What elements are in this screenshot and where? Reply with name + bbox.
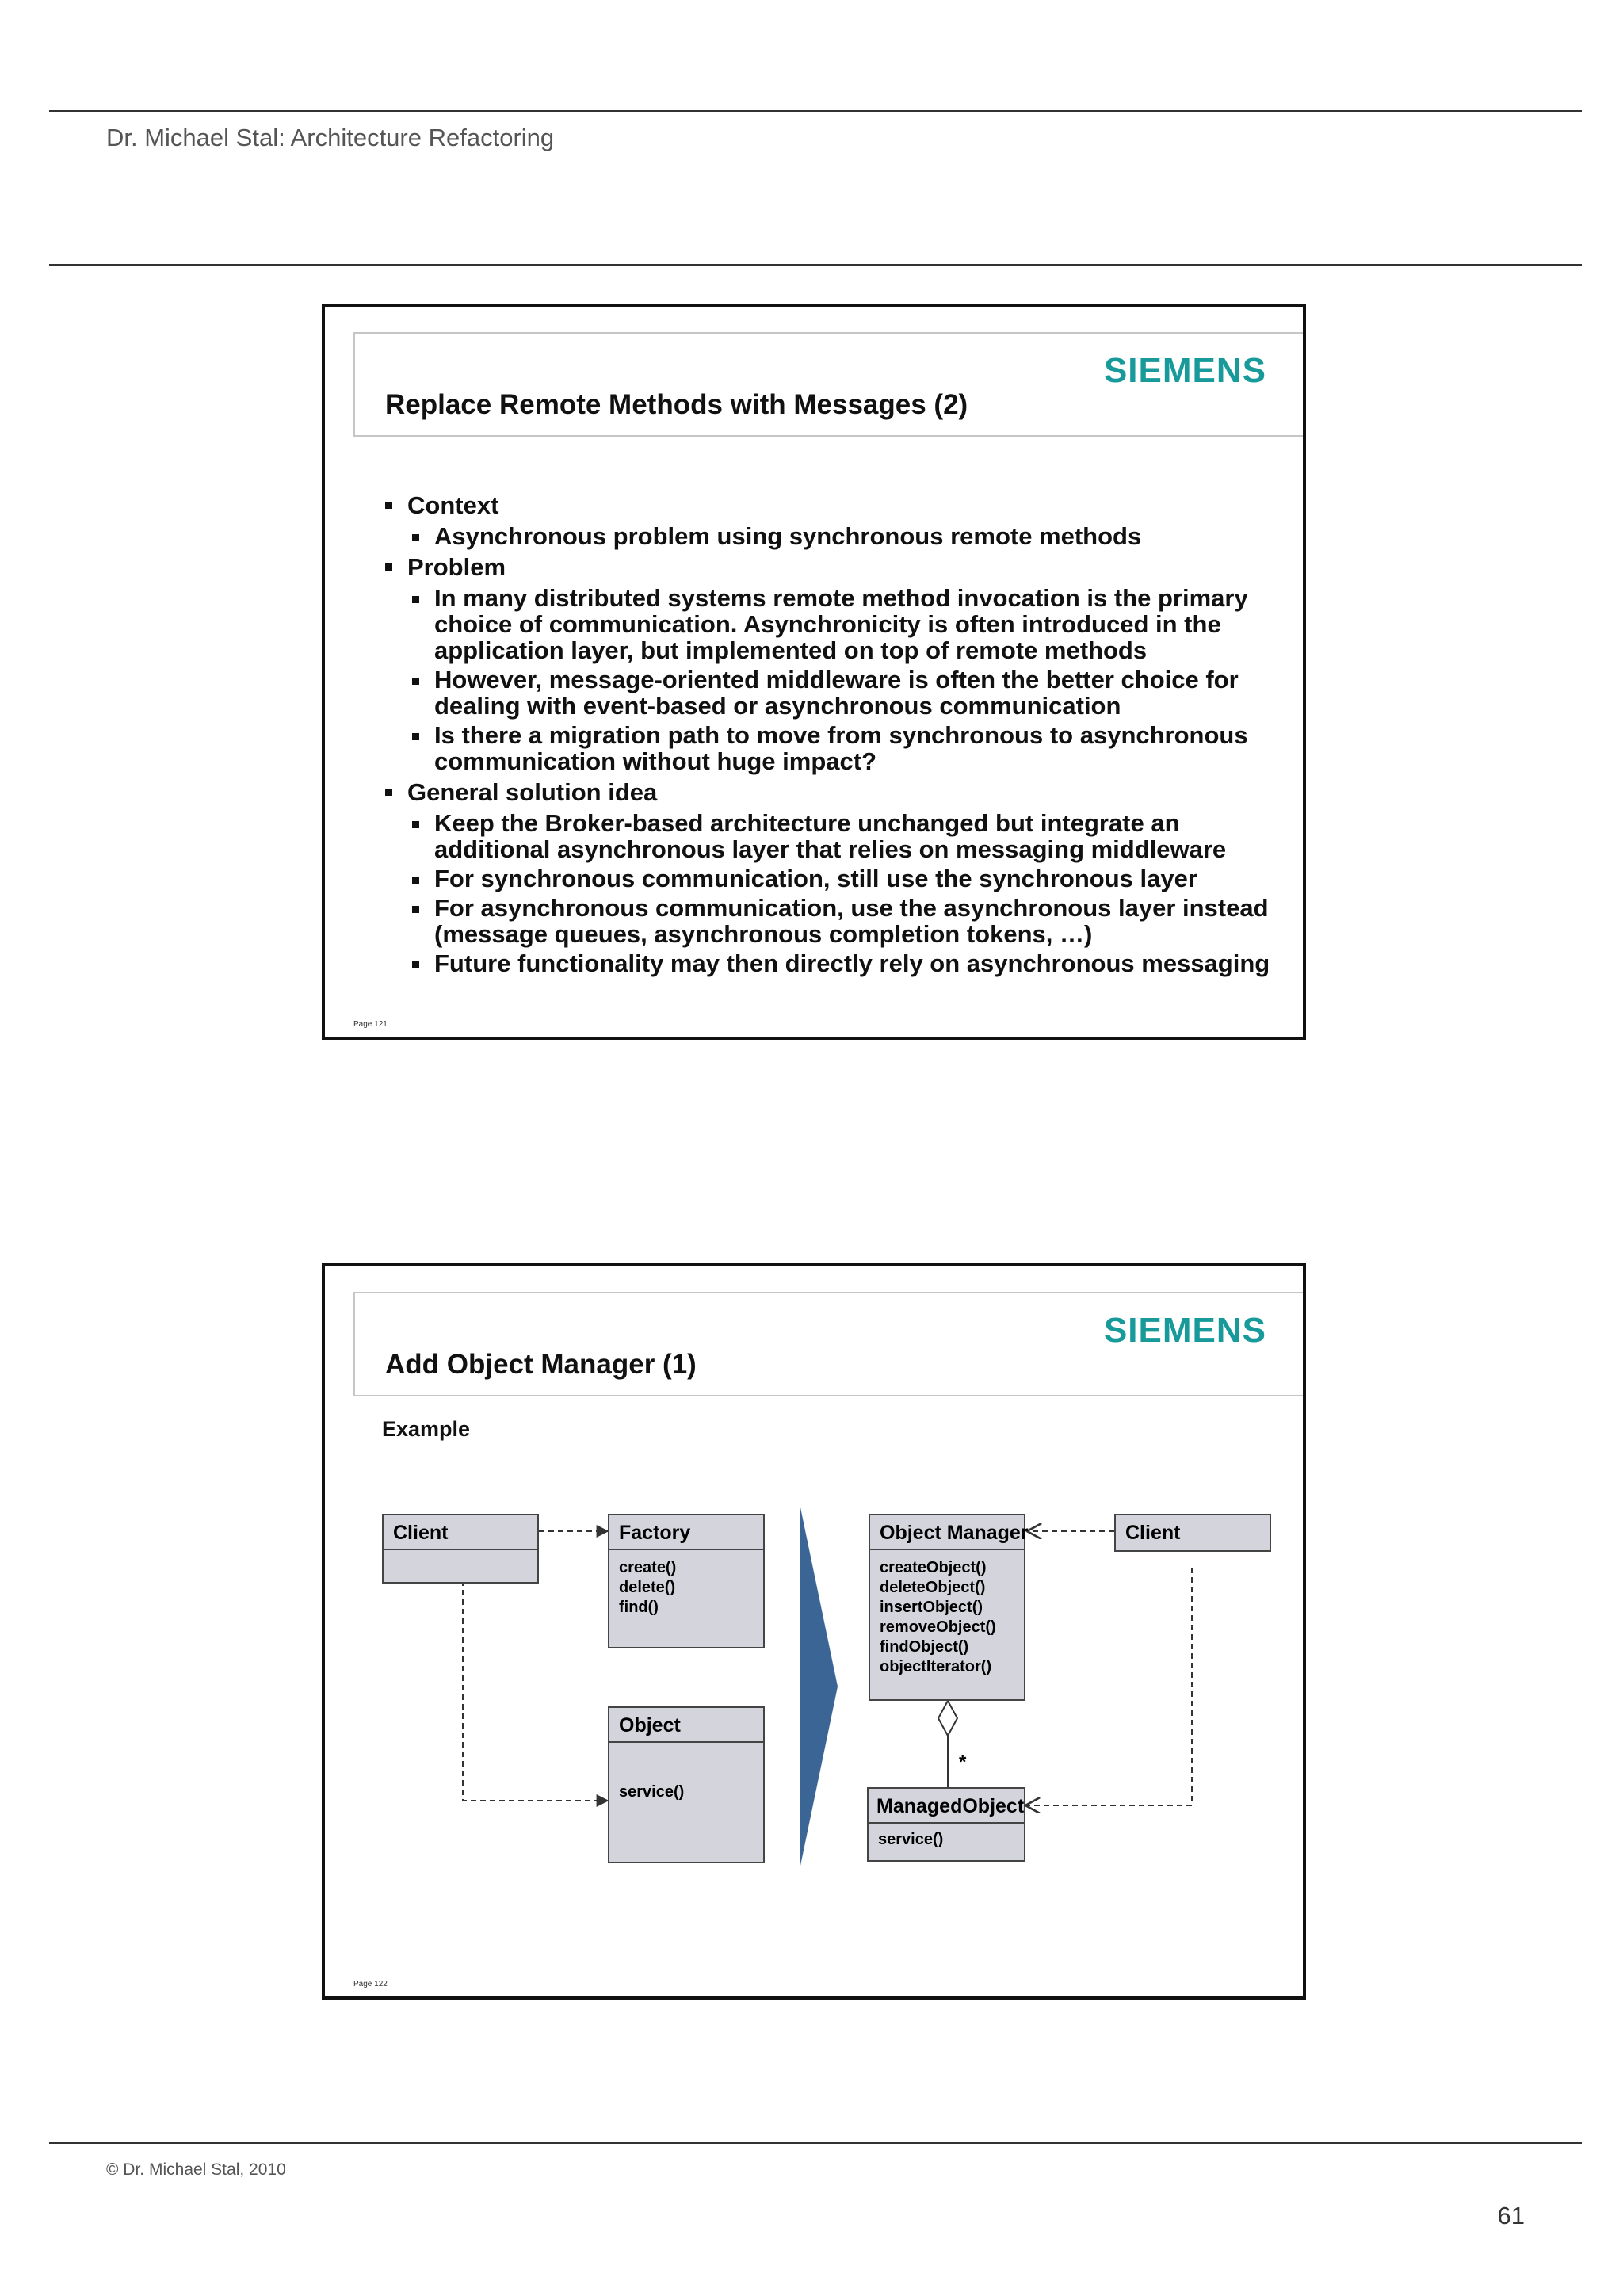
multiplicity-label: * xyxy=(959,1752,967,1773)
operation: findObject() xyxy=(880,1638,969,1656)
siemens-logo: SIEMENS xyxy=(1103,351,1266,390)
bullet-item: Keep the Broker-based architecture unchanged but integrate an additional asynchronous layer that relies on messaging middleware xyxy=(384,810,1271,862)
slide-title: Replace Remote Methods with Messages (2) xyxy=(385,389,968,420)
bullet-item: For asynchronous communication, use the asynchronous layer instead (message queues, asynchronous completion tokens, …) xyxy=(384,895,1271,947)
bullet-item: However, message-oriented middleware is often the better choice for dealing with event-based or asynchronous communication xyxy=(384,667,1271,719)
class-name: Client xyxy=(384,1515,537,1550)
footer-copyright: © Dr. Michael Stal, 2010 xyxy=(106,2160,286,2179)
page-number: 61 xyxy=(1497,2202,1525,2229)
uml-class-client-right xyxy=(1114,1514,1271,1552)
operation: deleteObject() xyxy=(880,1579,986,1596)
uml-class-client xyxy=(382,1514,539,1584)
class-name: ManagedObject xyxy=(869,1789,1024,1824)
operation: find() xyxy=(619,1599,659,1616)
slide-page-label: Page 122 xyxy=(353,1980,388,1988)
class-name: Object xyxy=(609,1708,763,1743)
siemens-logo: SIEMENS xyxy=(1103,1311,1266,1350)
operation: objectIterator() xyxy=(880,1658,992,1675)
uml-class-factory xyxy=(608,1514,765,1648)
bullet-heading: Problem xyxy=(384,552,1271,582)
uml-class-object xyxy=(608,1706,765,1863)
aggregation-diamond xyxy=(938,1701,957,1736)
footer-rule xyxy=(49,2142,1582,2144)
class-operations xyxy=(870,1550,1024,1685)
bullet-item: Asynchronous problem using synchronous remote methods xyxy=(384,523,1271,549)
header-rule-top xyxy=(49,110,1582,112)
bullet-heading: Context xyxy=(384,491,1271,520)
page-header-title: Dr. Michael Stal: Architecture Refactoring xyxy=(106,124,555,151)
uml-connectors xyxy=(325,1266,1303,1996)
uml-class-managed-object xyxy=(867,1787,1025,1862)
bullet-item: Future functionality may then directly rely on asynchronous messaging xyxy=(384,950,1271,976)
client-object-dependency xyxy=(463,1580,608,1801)
bullet-item: For synchronous communication, still use the synchronous layer xyxy=(384,865,1271,892)
class-operations xyxy=(869,1824,1024,1858)
bullet-item: In many distributed systems remote method invocation is the primary choice of communication. Asynchronicity is often introduced in the application layer, but implemented on top of remote methods xyxy=(384,585,1271,663)
operation: createObject() xyxy=(880,1559,987,1576)
slide-header xyxy=(353,332,1303,437)
operation: service() xyxy=(878,1831,944,1848)
bullet-item: Is there a migration path to move from synchronous to asynchronous communication without huge impact? xyxy=(384,722,1271,774)
bullet-list xyxy=(384,491,1271,980)
slide-add-object-manager xyxy=(322,1263,1306,2000)
operation: service() xyxy=(619,1783,685,1801)
refactoring-arrow xyxy=(800,1507,838,1866)
operation: removeObject() xyxy=(880,1618,996,1636)
bullet-heading: General solution idea xyxy=(384,777,1271,807)
class-name: Client xyxy=(1125,1522,1181,1544)
operation: delete() xyxy=(619,1579,676,1596)
header-rule-bottom xyxy=(49,264,1582,266)
class-operations xyxy=(609,1743,763,1810)
uml-class-object-manager xyxy=(869,1514,1029,1701)
example-label: Example xyxy=(382,1417,471,1441)
slide-title: Add Object Manager (1) xyxy=(385,1349,697,1380)
class-name: Factory xyxy=(609,1515,763,1550)
class-operations xyxy=(609,1550,763,1626)
operation: create() xyxy=(619,1559,677,1576)
slide-page-label: Page 121 xyxy=(353,1020,388,1029)
client-managedobject-dependency xyxy=(1025,1568,1192,1805)
class-name: Object Manager xyxy=(870,1515,1024,1550)
slide-replace-remote-methods xyxy=(322,304,1306,1040)
operation: insertObject() xyxy=(880,1599,983,1616)
